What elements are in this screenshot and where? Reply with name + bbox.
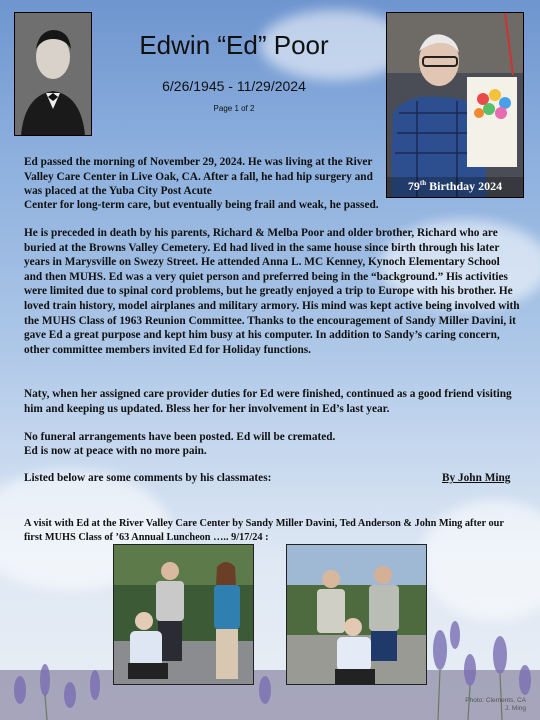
peace-note: Ed is now at peace with no more pain. xyxy=(24,445,207,457)
photo-credit xyxy=(450,697,526,713)
page-number: Page 1 of 2 xyxy=(213,104,255,113)
classmates-comments-intro: Listed below are some comments by his classmates: xyxy=(24,472,272,484)
birthday-caption-suffix: th xyxy=(419,179,427,187)
visit-photo-2 xyxy=(286,544,427,685)
page-title: Edwin “Ed” Poor xyxy=(139,30,329,60)
obituary-paragraph-3: Naty, when her assigned care provider duties for Ed were finished, continued as a good friend visiting him and keeping us updated. Bless her for her involvement in Ed’s last year. xyxy=(24,388,512,415)
funeral-note: No funeral arrangements have been posted. Ed will be cremated. xyxy=(24,431,336,443)
obituary-paragraph-1-continued: Center for long-term care, but eventually being frail and weak, he passed. xyxy=(24,199,379,211)
obituary-paragraph-2: He is preceded in death by his parents, Richard & Melba Poor and older brother, Richard who are buried at the Browns Valley Cemetery. Ed had lived in the same house since birth through his later years in Marysville on Swezy Street. He attended Anna L. MC Kenney, Kynoch Elementary School and then MUHS. Ed was a very quiet person and preferred being in the “background.” His activities were limited due to spinal cord problems, but he greatly enjoyed a trip to Europe with his brother. He loved train history, model airplanes and military armory. His mind was kept active being involved with the MUHS Class of 1963 Reunion Committee. Thanks to the encouragement of Sandy Miller Davini, it gave Ed a great purpose and kept him busy at his computer. In addition to Sandy’s caring concern, other committee members invited Ed for Holiday functions. xyxy=(24,227,520,356)
birthday-caption xyxy=(387,177,523,197)
obituary-paragraph-1: Ed passed the morning of November 29, 2024. He was living at the River Valley Care Center in Live Oak, CA. After a fall, he had hip surgery and was placed at the Yuba City Post Acute xyxy=(24,156,373,198)
author-byline: By John Ming xyxy=(442,472,511,484)
birthday-caption-text: Birthday 2024 xyxy=(426,179,503,193)
yearbook-portrait-photo xyxy=(14,12,92,136)
visit-caption: A visit with Ed at the River Valley Care Center by Sandy Miller Davini, Ted Anderson & John Ming after our first MUHS Class of ’63 Annual Luncheon ….. 9/17/24 : xyxy=(24,518,504,543)
life-dates: 6/26/1945 - 11/29/2024 xyxy=(162,78,306,94)
photo-credit-line-1: Photo: Clements, CA xyxy=(465,697,526,704)
photo-credit-line-2: J. Ming xyxy=(505,705,526,712)
birthday-caption-number: 79 xyxy=(407,179,420,193)
visit-photo-1 xyxy=(113,544,254,685)
birthday-photo xyxy=(386,12,524,198)
